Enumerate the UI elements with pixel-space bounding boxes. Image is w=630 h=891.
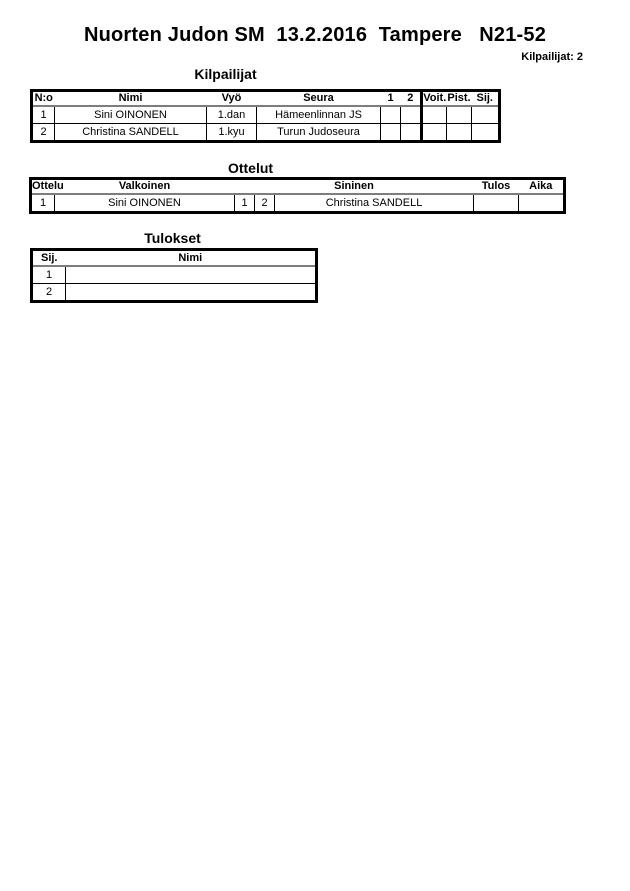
- matches-header-row: [31, 179, 565, 194]
- result-row: [32, 284, 317, 302]
- competitors-table: [30, 89, 501, 143]
- cell-white-no: 1: [235, 194, 255, 213]
- header-no: N:o: [32, 91, 55, 106]
- header-white: Valkoinen: [55, 179, 235, 194]
- cell-place: [472, 106, 500, 124]
- header-belt: Vyö: [207, 91, 257, 106]
- result-row: [32, 266, 317, 284]
- cell-place: [472, 124, 500, 142]
- header-club: Seura: [257, 91, 381, 106]
- cell-white-name: Sini OINONEN: [55, 194, 235, 213]
- cell-place: 1: [32, 266, 66, 284]
- cell-result: [474, 194, 519, 213]
- cell-points: [447, 106, 472, 124]
- competitors-count-label: Kilpailijat: 2: [521, 51, 583, 63]
- cell-round-2: [401, 106, 422, 124]
- results-table: [30, 248, 318, 303]
- competitor-row: [32, 124, 500, 142]
- cell-no: 2: [32, 124, 55, 142]
- header-name: Nimi: [55, 91, 207, 106]
- competitor-row: [32, 106, 500, 124]
- cell-belt: 1.dan: [207, 106, 257, 124]
- header-points: Pist.: [447, 92, 471, 105]
- header-blue: Sininen: [235, 179, 474, 194]
- header-round-1: 1: [381, 91, 401, 106]
- competitors-header-row: [32, 91, 500, 106]
- header-place: Sij.: [32, 250, 66, 266]
- cell-points: [447, 124, 472, 142]
- cell-club: Hämeenlinnan JS: [257, 106, 381, 124]
- cell-place: 2: [32, 284, 66, 302]
- cell-wins: [422, 124, 447, 142]
- cell-no: 1: [32, 106, 55, 124]
- cell-blue-name: Christina SANDELL: [275, 194, 474, 213]
- header-time: Aika: [519, 179, 565, 194]
- header-wins: Voit.: [423, 92, 447, 105]
- cell-time: [519, 194, 565, 213]
- header-match: Ottelu: [32, 180, 64, 193]
- header-place: Sij.: [472, 91, 500, 106]
- match-row: [31, 194, 565, 213]
- cell-round-1: [381, 106, 401, 124]
- section-title-competitors: Kilpailijat: [194, 66, 257, 82]
- cell-name: [66, 284, 317, 302]
- cell-round-2: [401, 124, 422, 142]
- section-title-matches: Ottelut: [227, 160, 274, 176]
- cell-club: Turun Judoseura: [257, 124, 381, 142]
- cell-blue-no: 2: [255, 194, 275, 213]
- header-name: Nimi: [66, 250, 317, 266]
- page-title: Nuorten Judon SM 13.2.2016 Tampere N21-52: [83, 24, 547, 46]
- cell-name: Christina SANDELL: [55, 124, 207, 142]
- cell-match-no: 1: [31, 194, 55, 213]
- header-result: Tulos: [474, 179, 519, 194]
- matches-table: [29, 177, 566, 214]
- cell-name: [66, 266, 317, 284]
- section-title-results: Tulokset: [144, 230, 201, 246]
- cell-belt: 1.kyu: [207, 124, 257, 142]
- header-round-2: 2: [401, 91, 422, 106]
- results-header-row: [32, 250, 317, 266]
- cell-name: Sini OINONEN: [55, 106, 207, 124]
- cell-wins: [422, 106, 447, 124]
- cell-round-1: [381, 124, 401, 142]
